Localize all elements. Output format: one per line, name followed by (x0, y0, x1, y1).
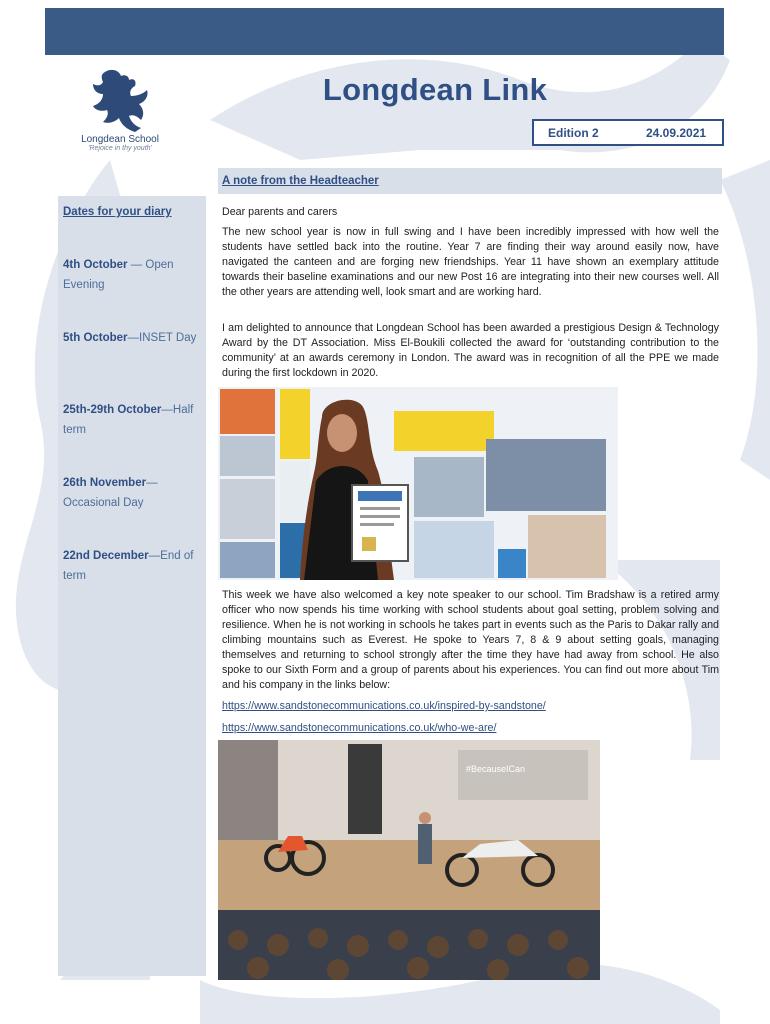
newsletter-title: Longdean Link (322, 72, 548, 107)
speaker-photo (218, 740, 600, 980)
date-item (63, 328, 201, 348)
edition-date: 24.09.2021 (646, 126, 707, 140)
date-item-date: 4th October (63, 259, 128, 271)
date-item (63, 400, 201, 440)
date-item (63, 255, 201, 295)
school-logo (60, 66, 180, 156)
who-we-are-link[interactable]: https://www.sandstonecommunications.co.uk/who-we-are/ (222, 722, 497, 734)
salutation: Dear parents and carers (222, 206, 338, 218)
award-photo (218, 387, 618, 580)
date-item (63, 546, 201, 586)
date-item-date: 26th November (63, 477, 147, 489)
date-item-date: 22nd December (63, 550, 149, 562)
date-item-text: —Half term (63, 404, 194, 436)
sidebar-title: Dates for your diary (63, 206, 172, 218)
date-item (63, 473, 201, 513)
paragraph-1: The new school year is now in full swing and I have been incredibly impressed with how well the students have settled back into the routine. Year 7 are finding their way around easily now, have navigated the canteen and are forging new friendships. Year 11 have shown an exemplary attitude towards their baseline examinations and our new Post 16 are integrating into their new courses well. All the other years are attending well, look smart and are working hard. (222, 226, 719, 298)
date-item-text: —End of term (63, 550, 194, 582)
date-item-date: 25th-29th October (63, 404, 162, 416)
logo-motto: 'Rejoice in thy youth' (88, 145, 152, 152)
top-banner (45, 8, 724, 55)
section-heading: A note from the Headteacher (222, 175, 379, 187)
dates-sidebar (58, 196, 206, 976)
inspired-by-sandstone-link[interactable]: https://www.sandstonecommunications.co.uk/inspired-by-sandstone/ (222, 700, 546, 712)
school-hall-image (218, 740, 600, 980)
paragraph-3: This week we have also welcomed a key note speaker to our school. Tim Bradshaw is a retired army officer who now spends his time working with school students about goal setting, problem solving and resilience. When he is not working in schools he takes part in events such as the Paris to Dakar rally and climbing mountains such as Everest. He spoke to Years 7, 8 & 9 about setting goals, managing themselves and returning to school strongly after the time they have had away from school. He also spoke to our Sixth Form and a group of parents about his experiences. You can find out more about Tim and his company in the links below: (222, 589, 719, 691)
date-item-text: —INSET Day (127, 332, 197, 344)
date-item-text: —Occasional Day (63, 477, 158, 509)
edition-label: Edition 2 (548, 126, 599, 140)
paragraph-2: I am delighted to announce that Longdean School has been awarded a prestigious Design & Technology Award by the DT Association. Miss El-Boukili collected the award for ‘outstanding contribution to the community’ at an awards ceremony in London. The award was in recognition of all the PPE we made during the first lockdown in 2020. (222, 322, 719, 379)
date-item-text: — Open Evening (63, 259, 174, 291)
section-heading-bar (218, 168, 722, 194)
logo-school-name: Longdean School (81, 134, 159, 145)
date-item-date: 5th October (63, 332, 128, 344)
edition-box (532, 119, 724, 146)
lion-rampant-icon (85, 66, 155, 134)
award-collage-image (218, 387, 618, 580)
photo-hashtag: #BecauseICan (466, 764, 526, 774)
